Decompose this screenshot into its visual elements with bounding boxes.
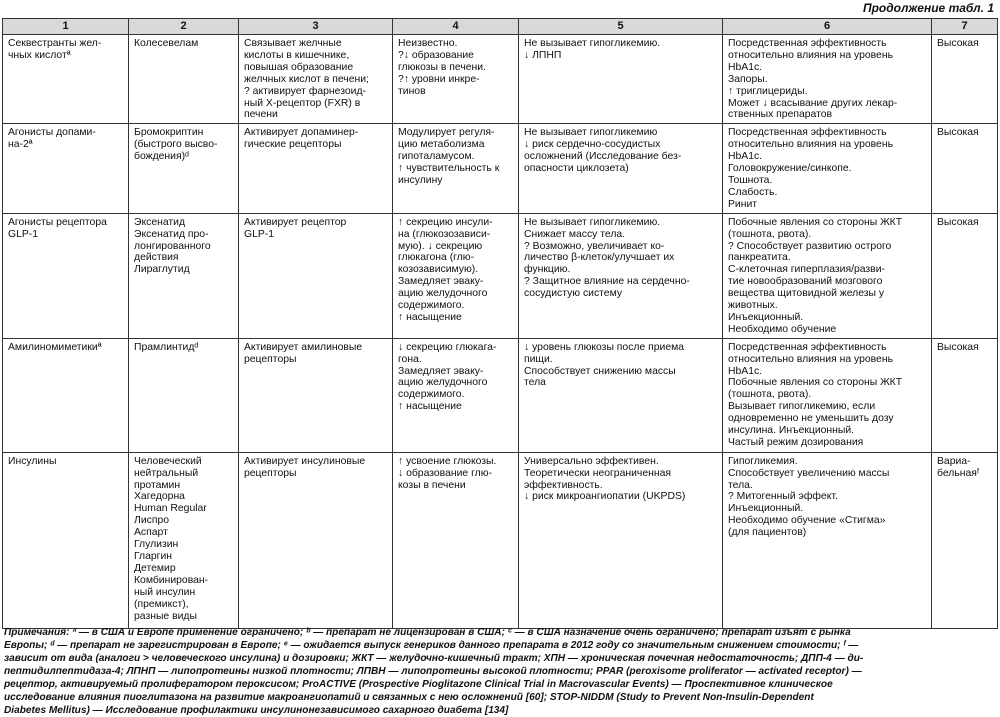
column-header: 4 [393,19,519,35]
cell-line: ный инсулин [134,586,196,598]
disadvantages-cell [723,338,932,452]
cell-line: ↑ секрецию инсули- [398,216,493,228]
cell-line: ↑ насыщение [398,401,462,413]
cell-line: ацию желудочного [398,288,488,300]
mechanism-cell [239,124,393,213]
cell-line: Побочные явления со стороны ЖКТ [728,216,903,228]
cell-line: Ринит [728,198,758,210]
cell-line: HbA1c. [728,365,763,377]
cell-line: (тошнота, рвота). [728,228,812,240]
cell-line: ? Митогенный эффект. [728,491,838,503]
cell-line: гона. [398,353,422,365]
cell-line: печени [244,109,278,121]
cell-line: ? активирует фарнезоид- [244,85,366,97]
cell-line: ↑ триглицериды. [728,85,808,97]
cell-line: Инъекционный. [728,503,804,515]
cell-line: функцию. [524,264,571,276]
cell-line: рецепторы [244,353,297,365]
note-line: рецептор, активируемый пролифератором пероксисом; ProACTIVE (Prospective Pioglitazone Clinical Trial in Macrovascular Events) — Проспективное клиническое [4,679,833,690]
cell-line: Замедляет эваку- [398,276,484,288]
cell-line: ↑ насыщение [398,311,462,323]
column-header: 7 [932,19,998,35]
table-caption: Продолжение табл. 1 [862,1,994,15]
cell-line: Инъекционный. [728,311,804,323]
cell-line: Активирует рецептор [244,216,347,228]
cell-line: (быстрого высво- [134,139,218,151]
cell-line: козы в печени [398,479,466,491]
advantages-cell [519,124,723,213]
table-row [3,213,998,338]
cell-line: Human Regular [134,503,207,515]
cell-line: Лиспро [134,515,170,527]
cell-line: Связывает желчные [244,38,342,49]
cell-line: Гларгин [134,551,172,562]
cell-line: Может ↓ всасывание других лекар- [728,97,898,109]
cell-line: Бромокриптин [134,127,204,139]
cell-line: ↓ ЛПНП [524,49,562,61]
cell-line: Инсулины [8,455,57,467]
action-cell [393,35,519,124]
cell-line: ↑ усвоение глюкозы. [398,455,497,467]
cell-line: ↓ секрецию глюкага- [398,341,497,353]
cell-line: Неизвестно. [398,38,458,49]
note-line: Diabetes Mellitus) — Исследование профилактики инсулинонезависимого сахарного диабета [134] [4,705,509,716]
cell-line: Детемир [134,562,176,574]
disadvantages-cell [723,124,932,213]
cell-line: животных. [728,300,778,312]
cell-line: желчных кислот в печени; [244,73,369,85]
cell-line: Агонисты допами- [8,127,96,139]
drug-class-cell [3,35,129,124]
cell-line: гические рецепторы [244,139,342,151]
action-cell [393,452,519,628]
cell-line: ↓ уровень глюкозы после приема [524,341,685,353]
table-row [3,338,998,452]
cell-line: Эксенатид [134,216,186,228]
cell-line: ? Защитное влияние на сердечно- [524,276,690,288]
cell-line: мую). ↓ секрецию [398,240,483,252]
drug-class-cell [3,213,129,338]
cell-line: опасности циклозета) [524,163,629,175]
note-line: исследование влияния пиоглитазона на развитие макроангиопатий и связанных с нею осложнений [60]; STOP-NIDDM (Study to Prevent Non-Insulin-Dependent [4,692,814,703]
cell-line: С-клеточная гиперплазия/разви- [728,264,885,276]
efficacy-cell [932,338,998,452]
table-row [3,124,998,213]
cell-line: Способствует снижению массы [524,365,676,377]
cell-line: Высокая [937,127,979,139]
cell-line: Активирует амилиновые [244,341,363,353]
cell-line: Высокая [937,216,979,228]
cell-line: одновременно не уменьшить дозу [728,413,894,425]
drug-name-cell [129,124,239,213]
cell-line: личество β-клеток/улучшает их [524,252,675,264]
cell-line: содержимого. [398,300,465,312]
cell-line: цию метаболизма [398,139,485,151]
cell-line: Замедляет эваку- [398,365,484,377]
cell-line: тие новообразований мозгового [728,276,883,288]
cell-line: глюкагона (глю- [398,252,475,264]
cell-line: ↓ образование глю- [398,467,492,479]
cell-line: Посредственная эффективность [728,341,887,353]
cell-line: Активирует инсулиновые [244,455,366,467]
cell-line: Высокая [937,38,979,49]
advantages-cell [519,213,723,338]
cell-line: Тошнота. [728,174,773,186]
cell-line: ?↑ уровни инкре- [398,73,480,85]
cell-line: GLP-1 [244,228,275,240]
cell-line: Теоретически неограниченная [524,467,671,479]
cell-line: Гипогликемия. [728,455,798,467]
cell-line: бождения)ᵈ [134,151,189,163]
cell-line: вещества щитовидной железы у [728,288,885,300]
cell-line: ?↓ образование [398,49,474,61]
cell-line: Активирует допаминер- [244,127,359,139]
cell-line: Способствует увеличению массы [728,467,890,479]
cell-line: пищи. [524,353,553,365]
drug-name-cell [129,338,239,452]
cell-line: Комбинирован- [134,574,209,586]
cell-line: Лираглутид [134,264,190,276]
cell-line: Вызывает гипогликемию, если [728,401,876,413]
cell-line: Человеческий [134,455,202,467]
cell-line: Хагедорна [134,491,185,503]
table-row [3,35,998,124]
drug-table [2,18,998,629]
cell-line: Секвестранты жел- [8,38,102,49]
disadvantages-cell [723,452,932,628]
drug-name-cell [129,452,239,628]
mechanism-cell [239,338,393,452]
cell-line: ный X-рецептор (FXR) в [244,97,361,109]
cell-line: протамин [134,479,181,491]
column-header: 5 [519,19,723,35]
cell-line: кислоты в кишечнике, [244,49,350,61]
cell-line: Посредственная эффективность [728,127,887,139]
cell-line: тинов [398,85,426,97]
mechanism-cell [239,35,393,124]
cell-line: тела. [728,479,753,491]
cell-line: ? Возможно, увеличивает ко- [524,240,665,252]
cell-line: ↑ чувствительность к [398,163,500,175]
advantages-cell [519,338,723,452]
efficacy-cell [932,35,998,124]
advantages-cell [519,452,723,628]
mechanism-cell [239,213,393,338]
table-row [3,452,998,628]
cell-line: GLP-1 [8,228,39,240]
mechanism-cell [239,452,393,628]
cell-line: Вариа- [937,455,971,467]
column-header: 3 [239,19,393,35]
cell-line: HbA1c. [728,61,763,73]
cell-line: Необходимо обучение [728,323,837,335]
cell-line: бельнаяᶠ [937,467,980,479]
cell-line: Снижает массу тела. [524,228,626,240]
cell-line: ↓ риск микроангиопатии (UKPDS) [524,491,686,503]
note-line: Европы; ᵈ — препарат не зарегистрирован в Европе; ᵉ — ожидается выпуск генериков данного препарата в 2012 году со значительным снижением стоимости; ᶠ — [4,640,859,651]
column-header: 2 [129,19,239,35]
drug-class-cell [3,338,129,452]
drug-name-cell [129,213,239,338]
cell-line: на-2ª [8,139,33,151]
disadvantages-cell [723,213,932,338]
column-header: 6 [723,19,932,35]
action-cell [393,338,519,452]
cell-line: ? Способствует развитию острого [728,240,892,252]
cell-line: (тошнота, рвота). [728,389,812,401]
cell-line: инсулина. Инъекционный. [728,425,855,437]
cell-line: относительно влияния на уровень [728,49,893,61]
note-line: пептидилпептидаза-4; ЛПНП — липопротеины низкой плотности; ЛПВН — липопротеины высокой плотности; PPAR (peroxisome proliferator — activated receptor) — [4,666,862,677]
cell-line: Слабость. [728,186,778,198]
cell-line: HbA1c. [728,151,763,163]
cell-line: рецепторы [244,467,297,479]
cell-line: Агонисты рецептора [8,216,107,228]
cell-line: Глулизин [134,539,179,551]
cell-line: чных кислотª [8,49,71,61]
cell-line: содержимого. [398,389,465,401]
cell-line: Эксенатид про- [134,228,209,240]
efficacy-cell [932,452,998,628]
cell-line: ственных препаратов [728,109,833,121]
cell-line: повышая образование [244,61,354,73]
cell-line: Прамлинтидᵈ [134,341,199,353]
drug-class-cell [3,124,129,213]
cell-line: козозависимую). [398,264,479,276]
cell-line: Колесевелам [134,38,199,49]
cell-line: Необходимо обучение «Стигма» [728,515,886,527]
cell-line: ацию желудочного [398,377,488,389]
action-cell [393,213,519,338]
cell-line: тела [524,377,546,389]
cell-line: ↓ риск сердечно-сосудистых [524,139,661,151]
cell-line: Частый режим дозирования [728,437,864,448]
cell-line: гипоталамусом. [398,151,475,163]
cell-line: (премикст), [134,598,189,610]
cell-line: Не вызывает гипогликемию [524,127,658,139]
cell-line: Не вызывает гипогликемию. [524,216,661,228]
table-notes [4,626,996,717]
efficacy-cell [932,213,998,338]
note-line: зависит от вида (аналоги > человеческого инсулина) и дозировки; ЖКТ — желудочно-кишечный тракт; ХПН — хроническая почечная недостаточность; ДПП-4 — ди- [4,653,864,664]
cell-line: относительно влияния на уровень [728,139,893,151]
efficacy-cell [932,124,998,213]
note-line: Примечания: ª — в США и Европе применение ограничено; ᵇ — препарат не лицензирован в США; ᶜ — в США назначение очень ограничено; препарат изъят с рынка [4,627,851,638]
cell-line: нейтральный [134,467,199,479]
advantages-cell [519,35,723,124]
action-cell [393,124,519,213]
column-header: 1 [3,19,129,35]
cell-line: относительно влияния на уровень [728,353,893,365]
cell-line: Модулирует регуля- [398,127,495,139]
cell-line: панкреатита. [728,252,791,264]
cell-line: инсулину [398,174,443,186]
cell-line: Головокружение/синкопе. [728,163,852,175]
cell-line: глюкозы в печени. [398,61,486,73]
cell-line: сосудистую систему [524,288,623,300]
cell-line: лонгированного [134,240,211,252]
cell-line: действия [134,252,179,264]
cell-line: Побочные явления со стороны ЖКТ [728,377,903,389]
cell-line: Посредственная эффективность [728,38,887,49]
cell-line: осложнений (Исследование без- [524,151,682,163]
cell-line: на (глюкозозависи- [398,228,491,240]
header-row [3,19,998,35]
drug-name-cell [129,35,239,124]
cell-line: Универсально эффективен. [524,455,659,467]
cell-line: Аспарт [134,527,168,539]
disadvantages-cell [723,35,932,124]
cell-line: Высокая [937,341,979,353]
cell-line: (для пациентов) [728,527,807,539]
cell-line: разные виды [134,610,197,622]
cell-line: эффективность. [524,479,603,491]
cell-line: Не вызывает гипогликемию. [524,38,661,49]
cell-line: Амилиномиметикиª [8,341,102,353]
drug-class-cell [3,452,129,628]
cell-line: Запоры. [728,73,768,85]
